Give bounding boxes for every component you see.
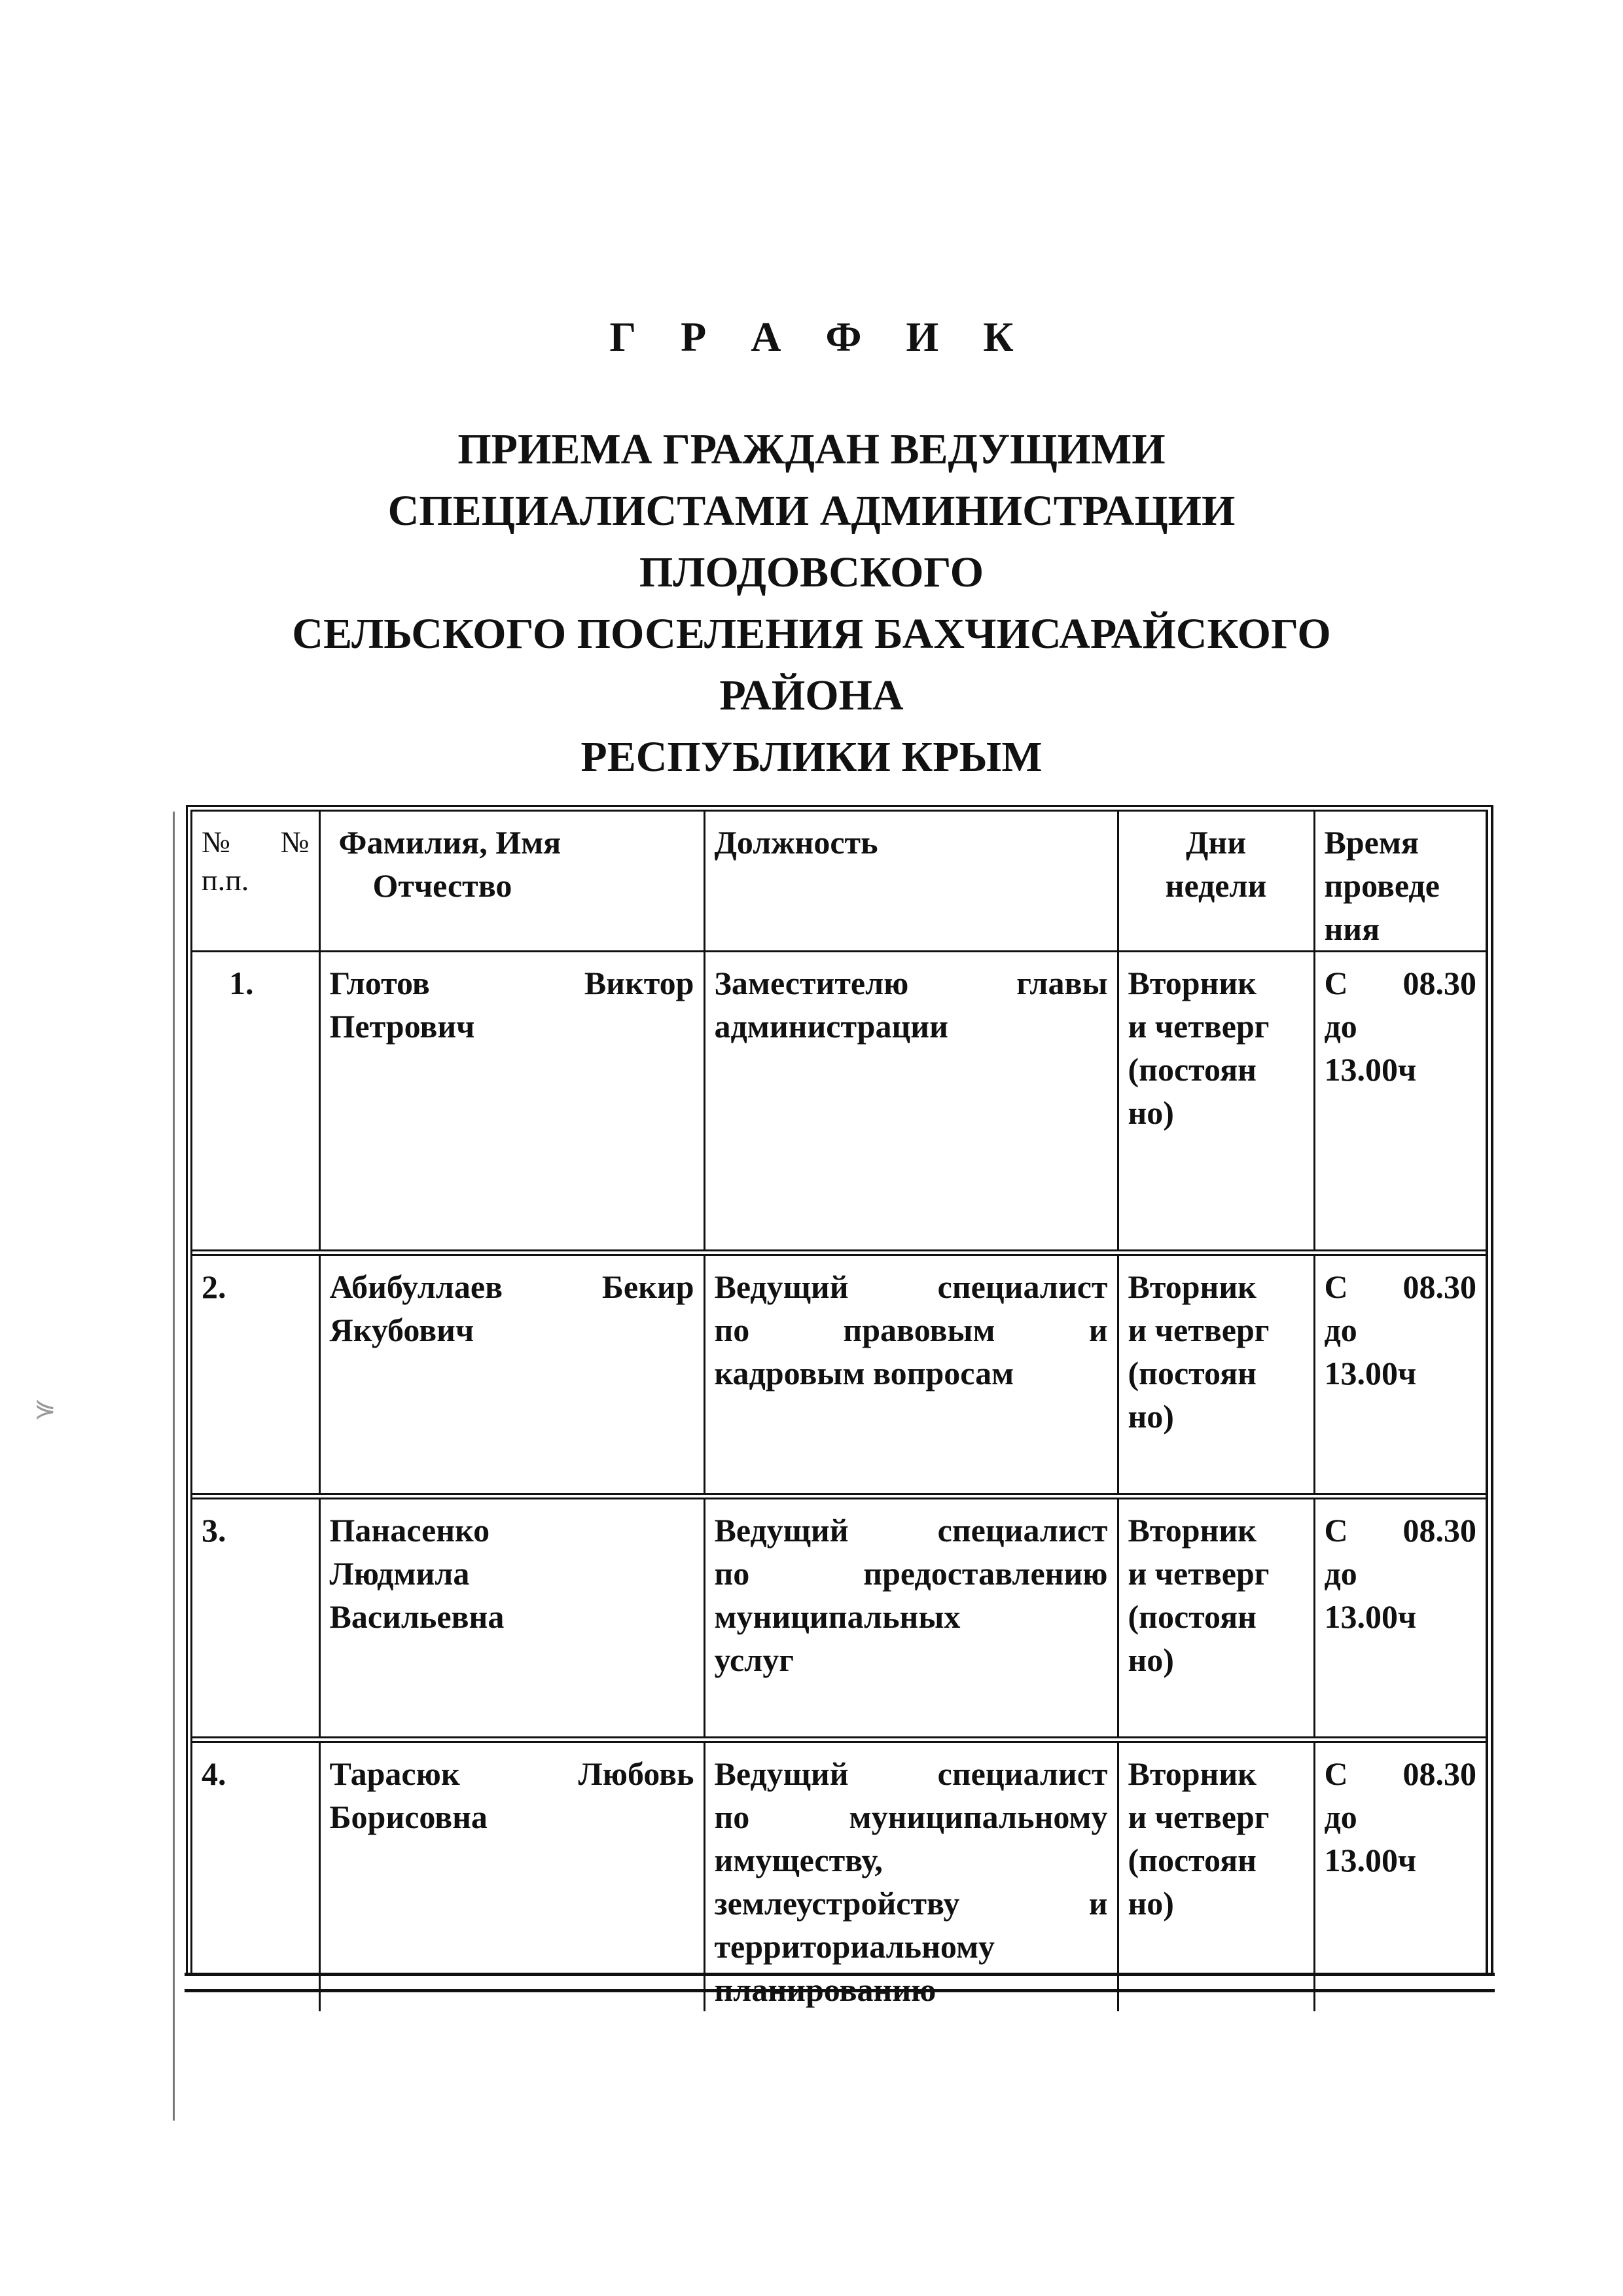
- row-time: С 08.30 до 13.00ч: [1314, 1253, 1486, 1496]
- row-number: 1.: [192, 952, 319, 1253]
- row-days: Вторник и четверг (постоян но): [1118, 1253, 1314, 1496]
- subtitle-line: РАЙОНА: [719, 672, 904, 719]
- row-name: Абибуллаев Бекир Якубович: [319, 1253, 704, 1496]
- row-position: Ведущий специалист по муниципальному имуществу, землеустройству и территориальному планированию: [704, 1740, 1118, 2011]
- table-row: [192, 1740, 1486, 2011]
- row-number: 3.: [192, 1496, 319, 1740]
- table-row: [192, 952, 1486, 1253]
- header-time: Время проведе ния: [1314, 812, 1486, 952]
- subtitle-line: СПЕЦИАЛИСТАМИ АДМИНИСТРАЦИИ: [387, 487, 1236, 535]
- row-time: С 08.30 до 13.00ч: [1314, 952, 1486, 1253]
- row-days: Вторник и четверг (постоян но): [1118, 1496, 1314, 1740]
- row-time: С 08.30 до 13.00ч: [1314, 1496, 1486, 1740]
- subtitle-line: СЕЛЬСКОГО ПОСЕЛЕНИЯ БАХЧИСАРАЙСКОГО: [292, 610, 1331, 658]
- row-position: Ведущий специалист по правовым и кадровым вопросам: [704, 1253, 1118, 1496]
- row-name: Панасенко Людмила Васильевна: [319, 1496, 704, 1740]
- header-number: №№ п.п.: [202, 825, 310, 897]
- subtitle-line: ПЛОДОВСКОГО: [639, 548, 984, 596]
- row-name: Тарасюк Любовь Борисовна: [319, 1740, 704, 2011]
- row-position: Заместителю главы администрации: [704, 952, 1118, 1253]
- schedule-table: [192, 812, 1486, 2011]
- schedule-table-frame: [186, 805, 1493, 2008]
- subtitle-line: ПРИЕМА ГРАЖДАН ВЕДУЩИМИ: [457, 425, 1166, 473]
- header-name: Фамилия, Имя Отчество: [319, 812, 704, 952]
- subtitle-line: РЕСПУБЛИКИ КРЫМ: [580, 733, 1043, 781]
- scan-margin-line: [173, 812, 175, 2121]
- row-days: Вторник и четверг (постоян но): [1118, 952, 1314, 1253]
- row-number: 4.: [192, 1740, 319, 2011]
- header-position: Должность: [704, 812, 1118, 952]
- table-row: [192, 1253, 1486, 1496]
- scan-speck: ⋟: [34, 1393, 56, 1423]
- table-row: [192, 1496, 1486, 1740]
- document-subtitle: [196, 419, 1427, 788]
- table-header-row: [192, 812, 1486, 952]
- header-days: Дни недели: [1118, 812, 1314, 952]
- row-days: Вторник и четверг (постоян но): [1118, 1740, 1314, 2011]
- document-title: Г Р А Ф И К: [609, 314, 1031, 360]
- row-number: 2.: [192, 1253, 319, 1496]
- row-time: С 08.30 до 13.00ч: [1314, 1740, 1486, 2011]
- row-name: Глотов Виктор Петрович: [319, 952, 704, 1253]
- row-position: Ведущий специалист по предоставлению муниципальных услуг: [704, 1496, 1118, 1740]
